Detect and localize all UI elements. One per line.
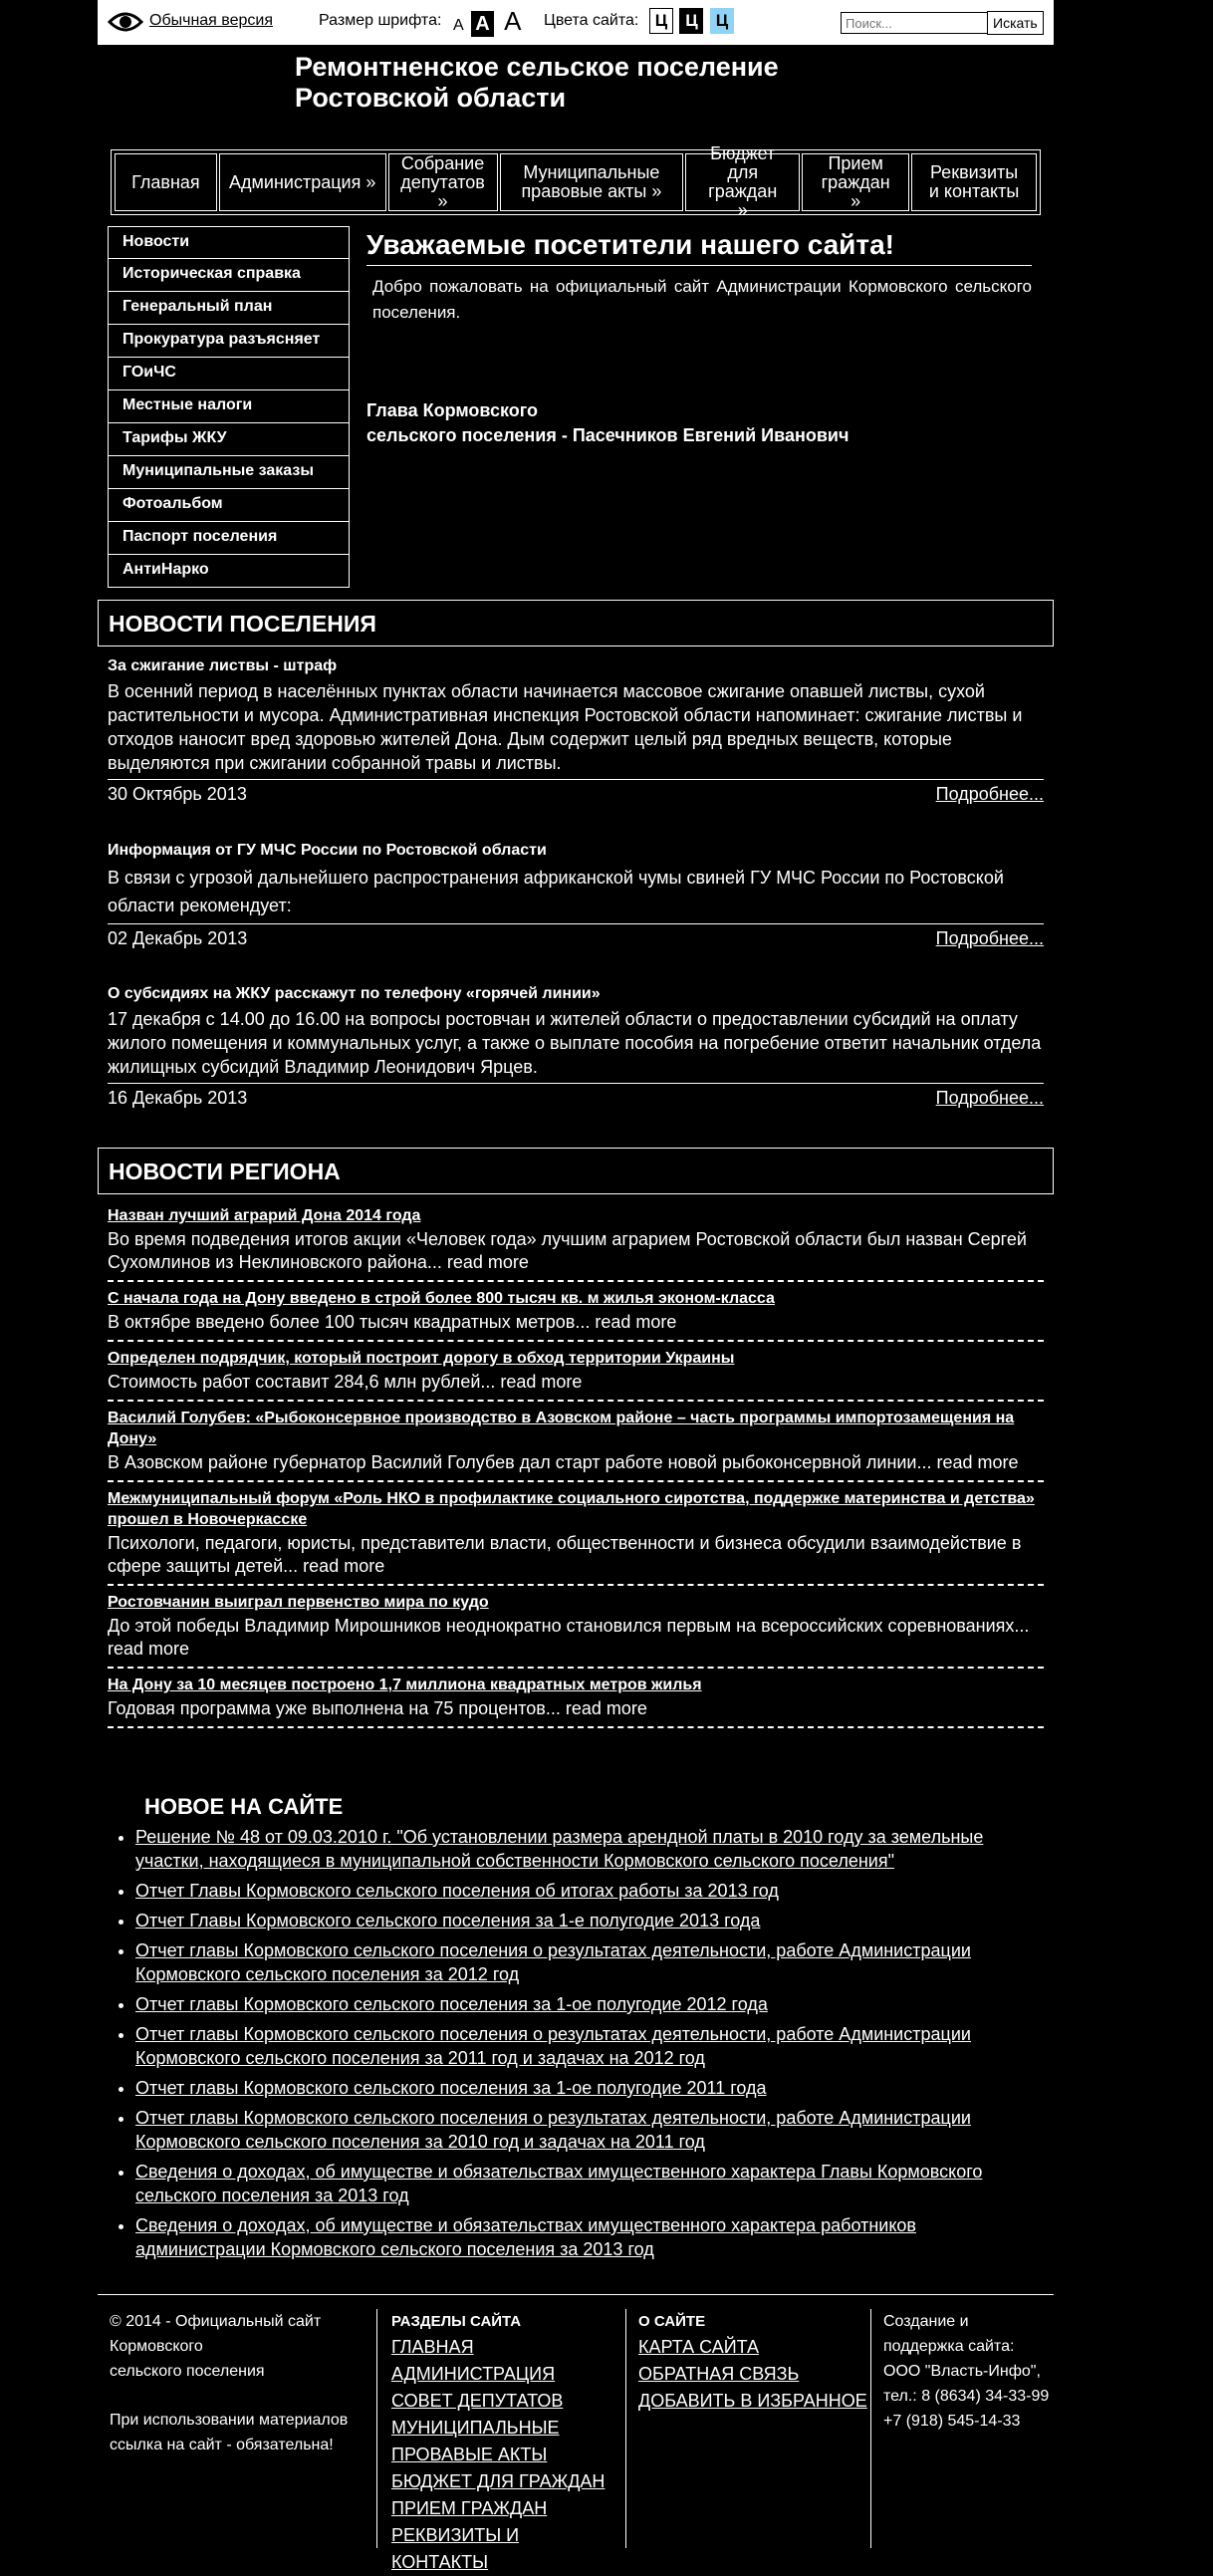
font-size-large-button[interactable]: A (504, 6, 522, 36)
news-item (108, 657, 1044, 805)
sidebar-item-civil-defense[interactable]: ГОиЧС (108, 358, 350, 390)
footer-link-deputies[interactable]: СОВЕТ ДЕПУТАТОВ (391, 2391, 564, 2411)
sidebar-item-general-plan[interactable]: Генеральный план (108, 292, 350, 325)
site-title-line2: Ростовской области (295, 83, 567, 113)
new-on-site-link[interactable]: Решение № 48 от 09.03.2010 г. "Об установлении размера арендной платы в 2010 году за земельные участки, находящиеся в муниципальной собственности Кормовского сельского поселения" (135, 1827, 984, 1871)
footer-link-home[interactable]: ГЛАВНАЯ (391, 2337, 474, 2357)
footer-link-feedback[interactable]: ОБРАТНАЯ СВЯЗЬ (638, 2364, 800, 2384)
new-on-site-link[interactable]: Сведения о доходах, об имуществе и обязательствах имущественного характера работников администрации Кормовского сельского поселения за 2013 год (135, 2215, 916, 2259)
welcome-title: Уважаемые посетители нашего сайта! (366, 229, 1032, 266)
notice-line: ссылка на сайт - обязательна! (110, 2437, 334, 2453)
list-item (135, 1879, 1032, 1903)
new-on-site-link[interactable]: Отчет главы Кормовского сельского поселения о результатах деятельности, работе Администрации Кормовского сельского поселения за 2011 год и задачах на 2012 год (135, 2024, 971, 2068)
local-news-heading: НОВОСТИ ПОСЕЛЕНИЯ (98, 600, 1054, 646)
signature-line2: сельского поселения - Пасечников Евгений Иванович (366, 425, 849, 445)
news-date: 16 Декабрь 2013 (108, 1088, 248, 1108)
footer-divider (98, 2294, 1054, 2295)
region-news-text: До этой победы Владимир Мирошников неоднократно становился первым на всероссийских соревнованиях... read more (108, 1616, 1030, 1659)
region-news-title[interactable]: С начала года на Дону введено в строй более 800 тысяч кв. м жилья эконом-класса (108, 1290, 775, 1307)
creator-line: ООО "Власть-Инфо", (883, 2363, 1041, 2380)
font-size-label: Размер шрифта: (319, 12, 442, 29)
news-more-link[interactable]: Подробнее... (935, 1088, 1044, 1108)
footer-copyright (110, 2309, 368, 2457)
region-news-item (108, 1488, 1044, 1586)
search-button[interactable]: Искать (987, 11, 1044, 35)
region-news-item (108, 1674, 1044, 1728)
region-news-text: В Азовском районе губернатор Василий Голубев дал старт работе новой рыбоконсервной линии... read more (108, 1452, 1019, 1472)
site-title-line1: Ремонтненское сельское поселение (295, 52, 779, 82)
news-text: В связи с угрозой дальнейшего распространения африканской чумы свиней ГУ МЧС России по Ростовской области рекомендует: (108, 864, 1044, 924)
sidebar-item-tariffs[interactable]: Тарифы ЖКУ (108, 423, 350, 456)
font-size-small-button[interactable]: A (453, 17, 463, 34)
region-news-item (108, 1288, 1044, 1342)
footer-creator (883, 2309, 1053, 2434)
new-on-site-link[interactable]: Отчет Главы Кормовского сельского поселения об итогах работы за 2013 год (135, 1881, 779, 1901)
footer-link-legal-acts[interactable]: ПРОВАВЫЕ АКТЫ (391, 2445, 548, 2464)
color-scheme-white-button[interactable]: Ц (649, 8, 673, 34)
news-more-link[interactable]: Подробнее... (935, 784, 1044, 804)
region-news-title[interactable]: Ростовчанин выиграл первенство мира по кудо (108, 1594, 489, 1611)
new-on-site-link[interactable]: Отчет главы Кормовского сельского поселения о результатах деятельности, работе Администрации Кормовского сельского поселения за 2010 год и задачах на 2011 год (135, 2108, 971, 2152)
list-item (135, 2160, 1032, 2207)
sidebar-menu (108, 226, 350, 588)
news-date: 30 Октябрь 2013 (108, 784, 247, 804)
region-news-heading: НОВОСТИ РЕГИОНА (98, 1148, 1054, 1194)
nav-item-legal-acts[interactable]: Муниципальные правовые акты » (500, 153, 684, 211)
new-on-site-heading: НОВОЕ НА САЙТЕ (144, 1794, 344, 1819)
site-title (295, 52, 779, 114)
news-date: 02 Декабрь 2013 (108, 928, 248, 948)
footer-link-budget[interactable]: БЮДЖЕТ ДЛЯ ГРАЖДАН (391, 2471, 606, 2491)
footer-link-municipal[interactable]: МУНИЦИПАЛЬНЫЕ (391, 2418, 560, 2438)
list-item (135, 1992, 1032, 2016)
creator-line: поддержка сайта: (883, 2338, 1015, 2355)
nav-item-administration[interactable]: Администрация » (219, 153, 386, 211)
sidebar-item-news[interactable]: Новости (108, 226, 350, 259)
sidebar-item-photo-album[interactable]: Фотоальбом (108, 489, 350, 522)
sidebar-item-history[interactable]: Историческая справка (108, 259, 350, 292)
region-news-list (108, 1205, 1044, 1734)
region-news-item (108, 1408, 1044, 1482)
news-title[interactable]: О субсидиях на ЖКУ расскажут по телефону «горячей линии» (108, 985, 601, 1002)
list-item (135, 2213, 1032, 2261)
footer-link-reception[interactable]: ПРИЕМ ГРАЖДАН (391, 2498, 548, 2518)
news-more-link[interactable]: Подробнее... (935, 928, 1044, 948)
region-news-text: Во время подведения итогов акции «Человек года» лучшим аграрием Ростовской области был назван Сергей Сухомлинов из Неклиновского района... read more (108, 1229, 1027, 1272)
new-on-site-list (118, 1825, 1032, 2267)
footer-sections (391, 2309, 620, 2576)
news-item (108, 842, 1044, 949)
region-news-title[interactable]: Определен подрядчик, который построит дорогу в обход территории Украины (108, 1350, 735, 1367)
creator-phone: тел.: 8 (8634) 34-33-99 (883, 2388, 1050, 2405)
footer-link-sitemap[interactable]: КАРТА САЙТА (638, 2337, 760, 2357)
new-on-site-link[interactable]: Отчет главы Кормовского сельского поселения о результатах деятельности, работе Администрации Кормовского сельского поселения за 2012 год (135, 1940, 971, 1984)
nav-item-reception[interactable]: Прием граждан » (802, 153, 909, 211)
list-item (135, 2076, 1032, 2100)
creator-phone: +7 (918) 545-14-33 (883, 2413, 1021, 2430)
signature-line1: Глава Кормовского (366, 400, 539, 420)
list-item (135, 1909, 1032, 1932)
head-signature (366, 398, 849, 448)
footer-column-divider (376, 2309, 377, 2548)
region-news-item (108, 1205, 1044, 1282)
main-nav (111, 143, 1041, 220)
copyright-line: © 2014 - Официальный сайт (110, 2313, 322, 2330)
nav-item-contacts[interactable]: Реквизиты и контакты (911, 153, 1037, 211)
region-news-item (108, 1592, 1044, 1669)
news-text: 17 декабря с 14.00 до 16.00 на вопросы ростовчан и жителей области о предоставлении субсидий на оплату жилого помещения и коммунальных услуг, а также о выплате пособия на погребение ответит начальник отдела жилищных субсидий Владимир Леонидович Ярцев. (108, 1007, 1044, 1084)
region-news-text: В октябре введено более 100 тысяч квадратных метров... read more (108, 1312, 677, 1332)
list-item (135, 2106, 1032, 2154)
sidebar-item-antinarko[interactable]: АнтиНарко (108, 555, 350, 588)
new-on-site-link[interactable]: Отчет Главы Кормовского сельского поселения за 1-е полугодие 2013 года (135, 1911, 761, 1931)
region-news-title[interactable]: Василий Голубев: «Рыбоконсервное производство в Азовском районе – часть программы импортозамещения на Дону» (108, 1410, 1015, 1447)
sidebar-item-municipal-orders[interactable]: Муниципальные заказы (108, 456, 350, 489)
list-item (135, 1825, 1032, 1873)
copyright-line: сельского поселения (110, 2363, 265, 2380)
nav-item-deputies[interactable]: Собрание депутатов » (388, 153, 498, 211)
sidebar-item-prosecutor[interactable]: Прокуратура разъясняет (108, 325, 350, 358)
region-news-text: Годовая программа уже выполнена на 75 процентов... read more (108, 1698, 647, 1718)
new-on-site-link[interactable]: Отчет главы Кормовского сельского поселения за 1-ое полугодие 2012 года (135, 1994, 768, 2014)
sidebar-item-local-taxes[interactable]: Местные налоги (108, 390, 350, 423)
footer-link-bookmark[interactable]: ДОБАВИТЬ В ИЗБРАННОЕ (638, 2391, 867, 2411)
accessibility-bar (98, 0, 1054, 45)
normal-version-link[interactable]: Обычная версия (149, 12, 274, 29)
site-colors-label: Цвета сайта: (544, 12, 639, 29)
list-item (135, 1938, 1032, 1986)
region-news-text: Психологи, педагоги, юристы, представители власти, общественности и бизнеса обсудили взаимодействие в сфере защиты детей... read more (108, 1533, 1022, 1576)
region-news-title[interactable]: Межмуниципальный форум «Роль НКО в профилактике социального сиротства, поддержке материнства и детства» прошел в Новочеркасске (108, 1490, 1035, 1528)
notice-line: При использовании материалов (110, 2412, 349, 2429)
nav-item-budget[interactable]: Бюджет для граждан » (685, 153, 800, 211)
welcome-block (366, 229, 1032, 326)
footer-about-title: О САЙТЕ (638, 2313, 706, 2330)
eye-icon[interactable] (108, 8, 143, 36)
footer-link-contacts[interactable]: РЕКВИЗИТЫ И КОНТАКТЫ (391, 2525, 520, 2572)
footer-link-administration[interactable]: АДМИНИСТРАЦИЯ (391, 2364, 556, 2384)
font-size-medium-button[interactable]: A (471, 11, 493, 37)
region-news-title[interactable]: Назван лучший аграрий Дона 2014 года (108, 1207, 421, 1224)
list-item (135, 2022, 1032, 2070)
nav-item-home[interactable]: Главная (115, 153, 217, 211)
region-news-item (108, 1348, 1044, 1402)
new-on-site-link[interactable]: Сведения о доходах, об имуществе и обязательствах имущественного характера Главы Кормовского сельского поселения за 2013 год (135, 2162, 983, 2205)
region-news-title[interactable]: На Дону за 10 месяцев построено 1,7 миллиона квадратных метров жилья (108, 1676, 702, 1693)
font-size-options (453, 6, 522, 37)
region-news-text: Стоимость работ составит 284,6 млн рублей... read more (108, 1372, 583, 1392)
news-title[interactable]: Информация от ГУ МЧС России по Ростовской области (108, 842, 547, 859)
welcome-text: Добро пожаловать на официальный сайт Администрации Кормовского сельского поселения. (372, 277, 1032, 322)
search-input[interactable] (841, 12, 990, 34)
news-title[interactable]: За сжигание листвы - штраф (108, 657, 338, 674)
footer-column-divider (870, 2309, 871, 2548)
color-scheme-options (647, 8, 734, 34)
sidebar-item-passport[interactable]: Паспорт поселения (108, 522, 350, 555)
footer-sections-title: РАЗДЕЛЫ САЙТА (391, 2313, 522, 2330)
news-item (108, 985, 1044, 1109)
copyright-line: Кормовского (110, 2338, 203, 2355)
creator-line: Создание и (883, 2313, 969, 2330)
new-on-site-link[interactable]: Отчет главы Кормовского сельского поселения за 1-ое полугодие 2011 года (135, 2078, 767, 2098)
footer-about (638, 2309, 867, 2415)
footer-column-divider (625, 2309, 626, 2548)
color-scheme-blue-button[interactable]: Ц (710, 8, 734, 34)
color-scheme-black-button[interactable]: Ц (679, 8, 703, 34)
news-text: В осенний период в населённых пунктах области начинается массовое сжигание опавшей листвы, сухой растительности и мусора. Административная инспекция Ростовской области напоминает: сжигание листвы и отходов наносит вред здоровью жителей Дона. Дым содержит целый ряд вредных веществ, которые выделяются при сжигании собранной травы и листвы. (108, 679, 1044, 780)
